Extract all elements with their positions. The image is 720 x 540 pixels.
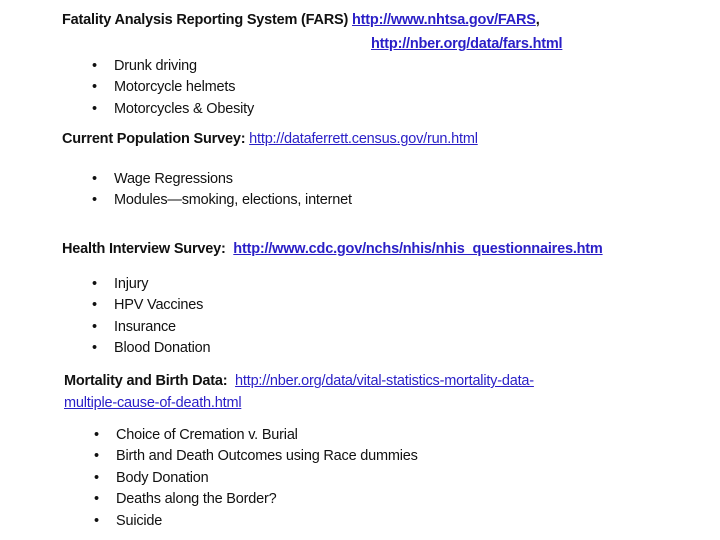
list-item: • Blood Donation: [114, 339, 210, 357]
his-link[interactable]: http://www.cdc.gov/nchs/nhis/nhis_questionnaires.htm: [233, 241, 603, 257]
list-item: • HPV Vaccines: [114, 296, 203, 314]
comma: ,: [535, 12, 540, 28]
fars-link-nhtsa[interactable]: http://www.nhtsa.gov/FARS: [352, 12, 536, 28]
mort-heading-line: [64, 372, 534, 390]
list-item: • Injury: [114, 275, 148, 293]
list-item: • Body Donation: [116, 469, 209, 487]
list-item: • Modules—smoking, elections, internet: [114, 191, 352, 209]
fars-heading-line: [62, 11, 540, 29]
fars-heading: Fatality Analysis Reporting System (FARS): [62, 12, 349, 28]
mort-link-part2[interactable]: multiple-cause-of-death.html: [64, 395, 242, 411]
his-heading-line: [62, 240, 603, 258]
his-heading: Health Interview Survey:: [62, 241, 226, 257]
cps-link[interactable]: http://dataferrett.census.gov/run.html: [249, 131, 478, 147]
list-item: • Insurance: [114, 318, 176, 336]
list-item: • Birth and Death Outcomes using Race dummies: [116, 447, 418, 465]
list-item: • Drunk driving: [114, 57, 197, 75]
cps-heading: Current Population Survey:: [62, 131, 246, 147]
list-item: • Wage Regressions: [114, 170, 233, 188]
cps-heading-line: [62, 130, 478, 148]
list-item: • Choice of Cremation v. Burial: [116, 426, 298, 444]
mort-link-part1[interactable]: http://nber.org/data/vital-statistics-mortality-data-: [235, 373, 534, 389]
mort-heading: Mortality and Birth Data:: [64, 373, 228, 389]
list-item: • Motorcycle helmets: [114, 78, 235, 96]
list-item: • Deaths along the Border?: [116, 490, 276, 508]
fars-link-nber[interactable]: http://nber.org/data/fars.html: [371, 36, 563, 52]
list-item: • Suicide: [116, 512, 162, 530]
list-item: • Motorcycles & Obesity: [114, 100, 254, 118]
